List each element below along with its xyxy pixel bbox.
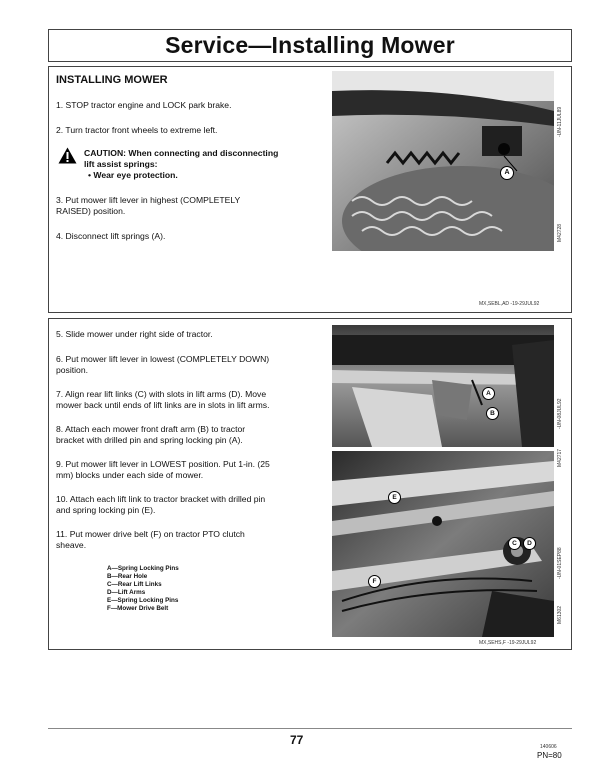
caution-line-3: • Wear eye protection. xyxy=(88,170,178,180)
step-9-line-1: 9. Put mower lift lever in LOWEST position. Put 1-in. (25 xyxy=(56,459,270,469)
parts-legend xyxy=(107,565,179,613)
section-footer-code: MX,SEBL,AD -19-29JUL92 xyxy=(479,301,540,307)
photo-callout-b: B xyxy=(486,407,499,420)
step-11-line-1: 11. Put mower drive belt (F) on tractor PTO clutch xyxy=(56,529,245,539)
step-10-line-1: 10. Attach each lift link to tractor bracket with drilled pin xyxy=(56,494,266,504)
step-11-line-2: sheave. xyxy=(56,540,87,550)
photo-callout-a: A xyxy=(500,166,514,180)
photo-callout-f: F xyxy=(368,575,381,588)
step-6-line-2: position. xyxy=(56,365,89,375)
section-installing-mower xyxy=(48,66,572,313)
legend-item: E—Spring Locking Pins xyxy=(107,597,179,604)
step-8-line-1: 8. Attach each mower front draft arm (B) to tractor xyxy=(56,424,246,434)
caution-line-1: CAUTION: When connecting and disconnecting xyxy=(84,148,279,158)
photo-lift-links xyxy=(332,451,554,637)
photo2-code: M61302 xyxy=(557,605,563,624)
caution-line-2: lift assist springs: xyxy=(84,159,158,169)
photo-callout-d: D xyxy=(523,537,536,550)
section-heading: INSTALLING MOWER xyxy=(56,74,168,86)
step-7-line-2: mower back until ends of lift links are in slots in lift arms. xyxy=(56,400,270,410)
step-7-line-1: 7. Align rear lift links (C) with slots in lift arms (D). Move xyxy=(56,389,267,399)
photo-lift-springs xyxy=(332,71,554,251)
legend-item: F—Mower Drive Belt xyxy=(107,605,169,612)
photo-side-code: -UN-11JUL89 xyxy=(557,106,563,137)
step-8-line-2: bracket with drilled pin and spring locking pin (A). xyxy=(56,435,243,445)
pn-code: PN=80 xyxy=(537,751,562,760)
step-4: 4. Disconnect lift springs (A). xyxy=(56,231,166,241)
step-10-line-2: and spring locking pin (E). xyxy=(56,505,156,515)
step-1: 1. STOP tractor engine and LOCK park brake. xyxy=(56,100,232,110)
photo2-side-code: -UN-01SEP88 xyxy=(557,547,563,579)
page-number: 77 xyxy=(290,733,304,747)
footer-rule xyxy=(48,728,572,729)
legend-item: B—Rear Hole xyxy=(107,573,148,580)
photo-draft-arm xyxy=(332,325,554,447)
section-mower-attachment xyxy=(48,318,572,650)
title-box xyxy=(48,29,572,62)
step-3-line-2: RAISED) position. xyxy=(56,206,126,216)
section-footer-code: MX,SEHS,F -19-29JUL92 xyxy=(479,640,537,646)
photo1-code: M42717 xyxy=(557,448,563,467)
legend-item: C—Rear Lift Links xyxy=(107,581,162,588)
photo-callout-a: A xyxy=(482,387,495,400)
document-code: 140606 xyxy=(540,744,557,750)
step-5: 5. Slide mower under right side of tractor. xyxy=(56,329,213,339)
step-9-line-2: mm) blocks under each side of mower. xyxy=(56,470,204,480)
warning-triangle-icon xyxy=(58,147,77,164)
step-6-line-1: 6. Put mower lift lever in lowest (COMPLETELY DOWN) xyxy=(56,354,270,364)
photo-callout-c: C xyxy=(508,537,521,550)
legend-item: A—Spring Locking Pins xyxy=(107,565,179,572)
step-3-line-1: 3. Put mower lift lever in highest (COMPLETELY xyxy=(56,195,241,205)
photo-code: M42728 xyxy=(557,223,563,242)
legend-item: D—Lift Arms xyxy=(107,589,146,596)
page-title: Service—Installing Mower xyxy=(165,32,455,58)
photo1-side-code: -UN-08JUL92 xyxy=(557,398,563,429)
step-2: 2. Turn tractor front wheels to extreme left. xyxy=(56,125,218,135)
photo-callout-e: E xyxy=(388,491,401,504)
